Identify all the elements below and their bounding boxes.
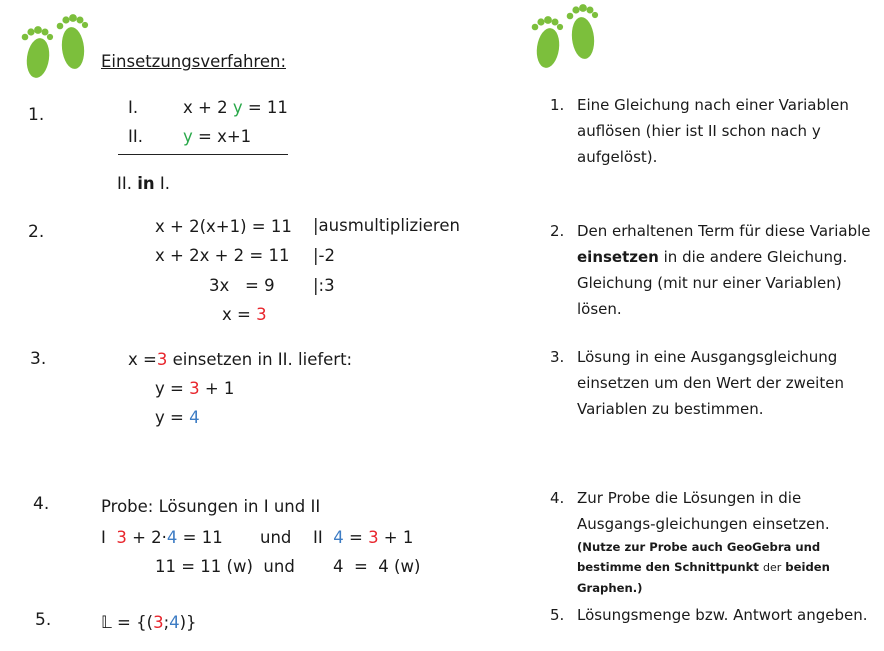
text-part: in die andere Gleichung. Gleichung (mit nur einer Variablen) lösen. [577,248,848,318]
check-line-2b: 4 = 4 (w) [333,557,421,576]
item-text: Eine Gleichung nach einer Variablen auflösen (hier ist II schon nach y aufgelöst). [577,96,849,166]
text-bold: in [137,174,155,193]
value-x: 3 [153,613,164,632]
substitution-note [117,174,170,193]
item-note [577,537,884,598]
value-y: 4 [169,613,180,632]
text-bold: einsetzen [577,248,659,266]
variable-y: y [232,98,243,117]
operation-note: |-2 [313,246,336,265]
footprints-icon [18,10,96,85]
equation-line: 3x = 9 [209,276,275,295]
text-part: + 1 [378,528,414,547]
text-part: I. [154,174,170,193]
item-number: 2. [550,222,565,240]
text-part: der [762,561,782,574]
equation-line [155,379,234,398]
value-y: 4 [333,528,344,547]
text-part: beiden Graphen.) [577,560,830,595]
variable-y: y [183,127,193,146]
text-part: einsetzen in II. liefert: [167,350,353,369]
text-part: (Nutze zur Probe auch GeoGebra und bestimme den Schnittpunkt [577,540,821,574]
text-part: ; [163,613,170,632]
text-part: II [313,528,334,547]
value-x: 3 [368,528,379,547]
item-number: 4. [550,489,565,507]
conjunction: und [260,528,292,547]
value-x: 3 [256,305,267,324]
text-part: 𝕃 = {( [101,613,154,632]
item-number: 1. [550,96,565,114]
text-part: + 1 [199,379,235,398]
text-part: x = [222,305,257,324]
value-x: 3 [116,528,127,547]
explanation-item [550,602,880,628]
item-number: 5. [550,606,565,624]
footprints-icon [528,0,606,75]
operation-note: |ausmultiplizieren [313,216,460,235]
value-x: 3 [156,350,168,369]
operation-note: |:3 [313,276,335,295]
text-part: II. [117,174,138,193]
equation-label: II. [128,127,143,146]
text-part: + 2· [126,528,167,547]
step-number: 2. [28,222,45,242]
solution-set [101,613,197,632]
text-part: y = [155,379,190,398]
value-x: 3 [189,379,200,398]
equation-line [222,305,267,324]
value-y: 4 [166,528,178,547]
text-part: Den erhaltenen Term für diese Variable [577,222,871,240]
check-line-1b [313,528,413,547]
equation-label: I. [128,98,139,117]
check-line-2: 11 = 11 (w) und [155,557,295,576]
step-number: 5. [35,610,52,630]
text-part: )} [179,613,197,632]
text-part: x = [128,350,157,369]
step-number: 3. [30,349,47,369]
equation-line: x + 2(x+1) = 11 [155,217,292,236]
item-text: Lösungsmenge bzw. Antwort angeben. [577,606,868,624]
equation-1 [183,98,288,117]
equation-part: = x+1 [192,127,252,146]
explanation-item [550,485,880,598]
equation-line [155,408,200,427]
equation-part: = 11 [242,98,288,117]
item-text [577,218,880,322]
value-y: 4 [189,408,200,427]
item-text: Lösung in eine Ausgangsgleichung einsetzen um den Wert der zweiten Variablen zu bestimmen. [577,348,844,418]
text-part: I [101,528,117,547]
explanation-item [550,344,880,422]
page-title: Einsetzungsverfahren: [101,52,286,71]
check-title: Probe: Lösungen in I und II [101,497,321,516]
equation-line: x + 2x + 2 = 11 [155,246,290,265]
equation-part: x + 2 [183,98,233,117]
text-part: = 11 [177,528,223,547]
equation-line [128,350,352,369]
text-part: = [343,528,369,547]
text-part: y = [155,408,190,427]
explanation-item [550,218,880,322]
item-text: Zur Probe die Lösungen in die Ausgangs-gleichungen einsetzen. [577,489,830,533]
step-number: 4. [33,494,50,514]
item-number: 3. [550,348,565,366]
step-number: 1. [28,105,45,125]
divider [118,154,288,155]
check-line-1 [101,528,223,547]
equation-2 [183,127,251,146]
explanation-item [550,92,880,170]
